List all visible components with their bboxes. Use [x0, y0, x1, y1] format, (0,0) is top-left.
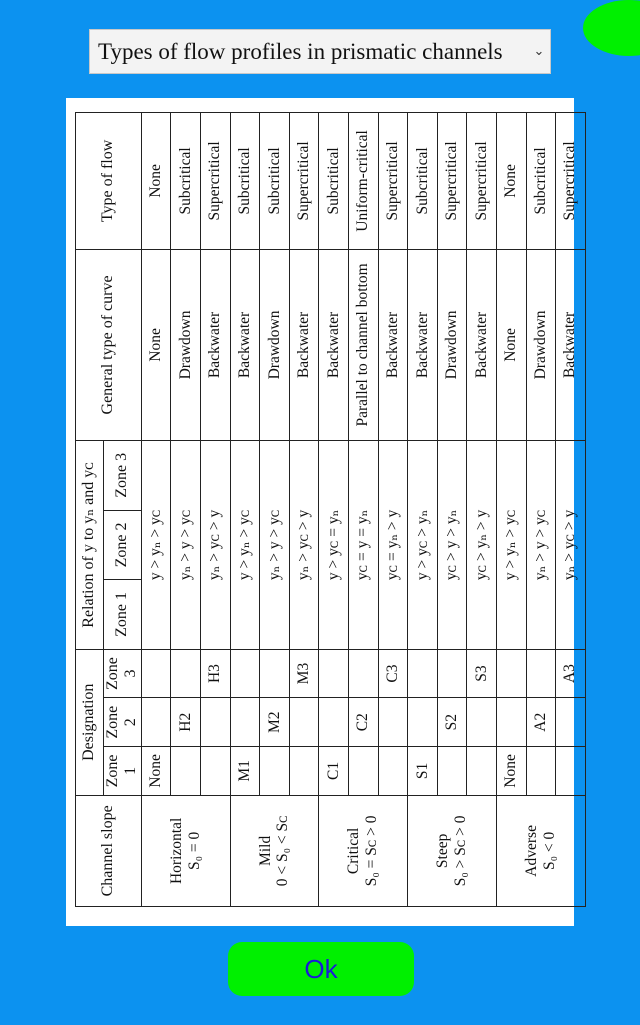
slope-condition: S₀ > Sᴄ > 0: [452, 815, 470, 887]
designation-zone2: [289, 698, 319, 747]
flow-type-cell: Subcritical: [260, 113, 290, 250]
general-curve-cell: Backwater: [467, 249, 497, 440]
designation-zone3: S3: [467, 649, 497, 698]
designation-zone1: None: [496, 747, 526, 796]
general-curve-cell: Backwater: [319, 249, 349, 440]
designation-zone1: [200, 747, 230, 796]
table-row: [526, 113, 556, 907]
general-curve-cell: Drawdown: [260, 249, 290, 440]
table-row: [348, 113, 378, 907]
flow-type-cell: Subcritical: [171, 113, 201, 250]
designation-zone1: [348, 747, 378, 796]
flow-type-cell: Supercritical: [467, 113, 497, 250]
designation-zone3: [348, 649, 378, 698]
relation-cell: y > yₙ > yᴄ: [230, 441, 260, 650]
designation-zone2: H2: [171, 698, 201, 747]
designation-zone3: C3: [378, 649, 408, 698]
table-row: [289, 113, 319, 907]
designation-zone2: [141, 698, 171, 747]
corner-decoration: [583, 0, 640, 56]
flow-type-cell: None: [141, 113, 171, 250]
table-row: [496, 113, 526, 907]
designation-zone2: [467, 698, 497, 747]
table-row: [467, 113, 497, 907]
designation-zone2: [556, 698, 586, 747]
channel-slope-cell: [319, 795, 408, 906]
designation-zone3: [526, 649, 556, 698]
flow-type-cell: Supercritical: [289, 113, 319, 250]
slope-condition: 0 < S₀ < Sᴄ: [274, 815, 292, 887]
flow-type-cell: Supercritical: [437, 113, 467, 250]
general-curve-cell: None: [496, 249, 526, 440]
slope-name: Horizontal: [167, 817, 185, 885]
designation-zone1: [378, 747, 408, 796]
flow-profile-table: [75, 112, 586, 907]
flow-type-cell: Subcritical: [319, 113, 349, 250]
header-relation-zone: Zone 3: [104, 441, 142, 511]
slope-name: Adverse: [522, 825, 540, 877]
relation-cell: y > yₙ > yᴄ: [141, 441, 171, 650]
chevron-down-icon: ⌄: [533, 44, 545, 59]
header-general-type: General type of curve: [76, 249, 142, 440]
designation-zone1: [289, 747, 319, 796]
designation-zone3: [319, 649, 349, 698]
relation-cell: yₙ > y > yᴄ: [171, 441, 201, 650]
designation-zone2: S2: [437, 698, 467, 747]
header-designation: Designation: [76, 649, 104, 795]
flow-type-cell: Supercritical: [378, 113, 408, 250]
designation-zone3: M3: [289, 649, 319, 698]
designation-zone2: M2: [260, 698, 290, 747]
header-relation: Relation of y to yₙ and yᴄ: [76, 441, 104, 650]
flow-profile-table-body: [141, 113, 585, 907]
header-channel-slope: Channel slope: [76, 795, 142, 906]
channel-slope-cell: [141, 795, 230, 906]
designation-zone2: [408, 698, 438, 747]
designation-zone3: H3: [200, 649, 230, 698]
header-designation-zone: Zone 2: [104, 698, 142, 747]
slope-name: Steep: [434, 833, 452, 869]
designation-zone1: None: [141, 747, 171, 796]
slope-condition: S₀ < 0: [540, 831, 558, 870]
relation-cell: yₙ > y > yᴄ: [260, 441, 290, 650]
general-curve-cell: Drawdown: [171, 249, 201, 440]
slope-condition: S₀ = 0: [185, 831, 203, 870]
slope-condition: S₀ = Sᴄ > 0: [363, 815, 381, 887]
flow-type-cell: Supercritical: [200, 113, 230, 250]
general-curve-cell: Parallel to channel bottom: [348, 249, 378, 440]
rotated-table-wrapper: [75, 112, 579, 907]
general-curve-cell: Backwater: [378, 249, 408, 440]
flow-type-cell: Uniform-critical: [348, 113, 378, 250]
designation-zone3: [260, 649, 290, 698]
table-row: [556, 113, 586, 907]
header-designation-zone: Zone 3: [104, 649, 142, 698]
relation-cell: y > yᴄ > yₙ: [408, 441, 438, 650]
general-curve-cell: Backwater: [200, 249, 230, 440]
table-row: [171, 113, 201, 907]
flow-type-cell: Subcritical: [230, 113, 260, 250]
channel-slope-cell: [496, 795, 585, 906]
channel-slope-cell: [230, 795, 319, 906]
designation-zone2: [200, 698, 230, 747]
designation-zone1: [171, 747, 201, 796]
table-row: [260, 113, 290, 907]
profile-type-select[interactable]: [89, 29, 551, 74]
header-relation-zone: Zone 2: [104, 510, 142, 580]
relation-cell: yᴄ > y > yₙ: [437, 441, 467, 650]
table-row: [319, 113, 349, 907]
relation-cell: yᴄ = y = yₙ: [348, 441, 378, 650]
designation-zone2: [496, 698, 526, 747]
ok-button[interactable]: Ok: [228, 942, 414, 996]
designation-zone1: [260, 747, 290, 796]
designation-zone1: [437, 747, 467, 796]
designation-zone1: C1: [319, 747, 349, 796]
table-row: [200, 113, 230, 907]
designation-zone3: [230, 649, 260, 698]
slope-name: Mild: [256, 835, 274, 866]
table-row: [378, 113, 408, 907]
header-relation-zone: Zone 1: [104, 580, 142, 650]
relation-cell: yₙ > yᴄ > y: [200, 441, 230, 650]
flow-type-cell: Subcritical: [526, 113, 556, 250]
designation-zone1: M1: [230, 747, 260, 796]
designation-zone2: [378, 698, 408, 747]
designation-zone1: [467, 747, 497, 796]
header-designation-zone: Zone 1: [104, 747, 142, 796]
table-row: [141, 113, 171, 907]
designation-zone3: [408, 649, 438, 698]
channel-slope-cell: [408, 795, 497, 906]
flow-type-cell: Supercritical: [556, 113, 586, 250]
flow-type-cell: Subcritical: [408, 113, 438, 250]
general-curve-cell: Backwater: [556, 249, 586, 440]
relation-cell: yᴄ = yₙ > y: [378, 441, 408, 650]
designation-zone3: [437, 649, 467, 698]
relation-cell: y > yᴄ = yₙ: [319, 441, 349, 650]
flow-type-cell: None: [496, 113, 526, 250]
designation-zone2: [230, 698, 260, 747]
designation-zone2: A2: [526, 698, 556, 747]
flow-profile-table-image: [66, 98, 579, 926]
profile-type-select-value: Types of flow profiles in prismatic channels: [98, 38, 503, 64]
designation-zone2: C2: [348, 698, 378, 747]
relation-cell: yₙ > yᴄ > y: [556, 441, 586, 650]
general-curve-cell: Backwater: [408, 249, 438, 440]
relation-cell: yᴄ > yₙ > y: [467, 441, 497, 650]
general-curve-cell: Drawdown: [526, 249, 556, 440]
designation-zone3: [141, 649, 171, 698]
designation-zone1: [556, 747, 586, 796]
header-type-of-flow: Type of flow: [76, 113, 142, 250]
general-curve-cell: Backwater: [289, 249, 319, 440]
designation-zone3: [496, 649, 526, 698]
general-curve-cell: None: [141, 249, 171, 440]
relation-cell: y > yₙ > yᴄ: [496, 441, 526, 650]
designation-zone3: [171, 649, 201, 698]
relation-cell: yₙ > yᴄ > y: [289, 441, 319, 650]
designation-zone1: [526, 747, 556, 796]
table-row: [408, 113, 438, 907]
general-curve-cell: Backwater: [230, 249, 260, 440]
designation-zone2: [319, 698, 349, 747]
general-curve-cell: Drawdown: [437, 249, 467, 440]
slope-name: Critical: [345, 827, 363, 875]
designation-zone1: S1: [408, 747, 438, 796]
table-row: [230, 113, 260, 907]
table-row: [437, 113, 467, 907]
designation-zone3: A3: [556, 649, 586, 698]
relation-cell: yₙ > y > yᴄ: [526, 441, 556, 650]
